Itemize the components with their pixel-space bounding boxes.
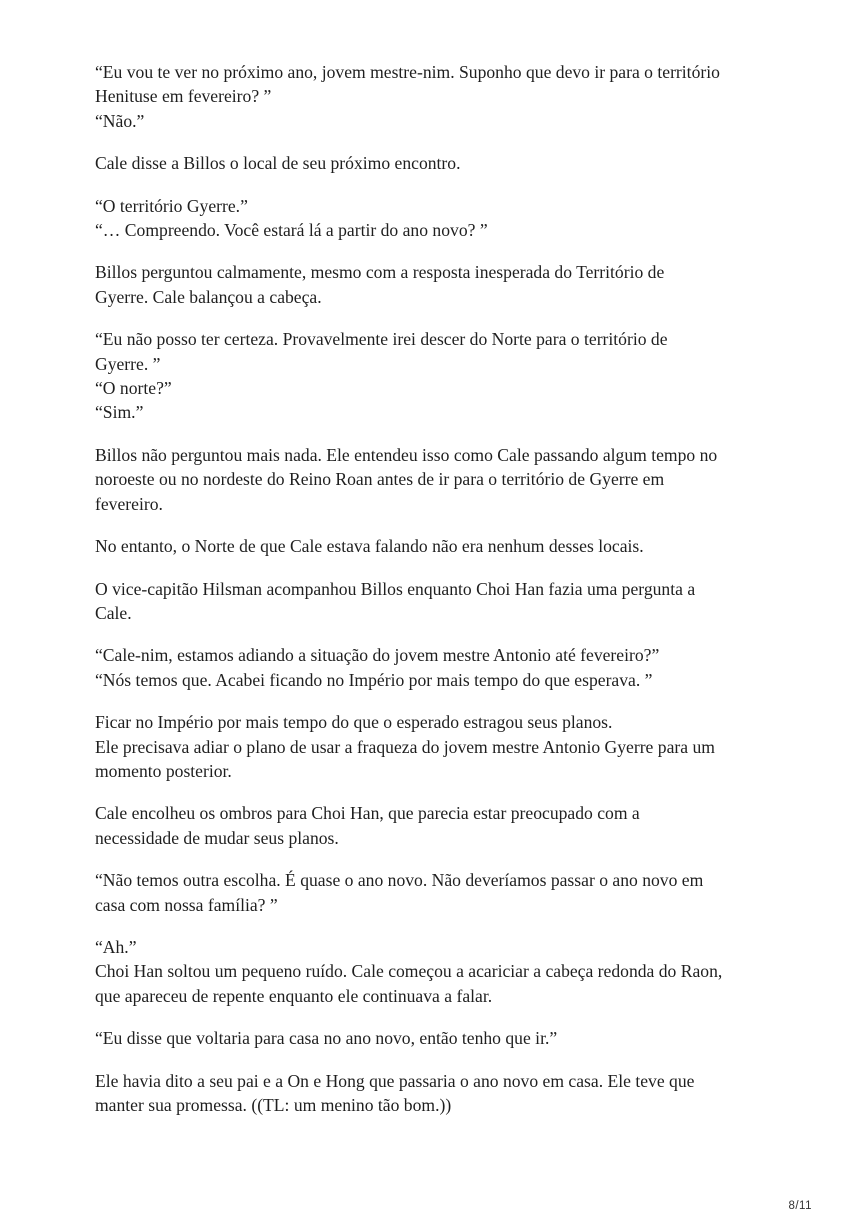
paragraph [95, 577, 795, 626]
paragraph [95, 443, 795, 516]
paragraph [95, 935, 795, 1008]
text-line: Gyerre. ” [95, 353, 161, 374]
text-line: Cale. [95, 602, 132, 623]
text-line: Ele havia dito a seu pai e a On e Hong que passaria o ano novo em casa. Ele teve que [95, 1070, 695, 1091]
text-line: Billos não perguntou mais nada. Ele entendeu isso como Cale passando algum tempo no [95, 444, 718, 465]
text-line: casa com nossa família? ” [95, 894, 278, 915]
text-line: Henituse em fevereiro? ” [95, 86, 272, 107]
text-line: “Nós temos que. Acabei ficando no Império por mais tempo do que esperava. ” [95, 669, 653, 690]
text-line: Gyerre. Cale balançou a cabeça. [95, 286, 322, 307]
text-line: necessidade de mudar seus planos. [95, 827, 339, 848]
text-line: “Eu não posso ter certeza. Provavelmente irei descer do Norte para o território de [95, 329, 668, 350]
paragraph [95, 643, 795, 692]
text-line: O vice-capitão Hilsman acompanhou Billos enquanto Choi Han fazia uma pergunta a [95, 578, 696, 599]
text-line: “Não temos outra escolha. É quase o ano novo. Não deveríamos passar o ano novo em [95, 870, 704, 891]
text-line: “Ah.” [95, 936, 137, 957]
text-line: “O norte?” [95, 378, 172, 399]
text-line: “Sim.” [95, 402, 144, 423]
text-line: Cale encolheu os ombros para Choi Han, que parecia estar preocupado com a [95, 803, 640, 824]
paragraph [95, 534, 795, 558]
document-body [95, 60, 795, 1135]
text-line: noroeste ou no nordeste do Reino Roan antes de ir para o território de Gyerre em [95, 469, 665, 490]
text-line: “Não.” [95, 110, 145, 131]
paragraph [95, 1069, 795, 1118]
text-line: manter sua promessa. ((TL: um menino tão bom.)) [95, 1095, 452, 1115]
text-line: Ele precisava adiar o plano de usar a fraqueza do jovem mestre Antonio Gyerre para um [95, 736, 715, 757]
paragraph [95, 194, 795, 243]
page-number: 8/11 [788, 1200, 812, 1212]
text-line: “Cale-nim, estamos adiando a situação do jovem mestre Antonio até fevereiro?” [95, 645, 660, 666]
text-line: “O território Gyerre.” [95, 195, 248, 216]
text-line: Billos perguntou calmamente, mesmo com a resposta inesperada do Território de [95, 262, 665, 283]
text-line: que apareceu de repente enquanto ele continuava a falar. [95, 985, 493, 1006]
text-line: Choi Han soltou um pequeno ruído. Cale começou a acariciar a cabeça redonda do Raon, [95, 961, 723, 982]
text-line: fevereiro. [95, 493, 163, 514]
text-line: “Eu vou te ver no próximo ano, jovem mestre-nim. Suponho que devo ir para o território [95, 62, 720, 82]
text-line: momento posterior. [95, 760, 232, 781]
paragraph [95, 801, 795, 850]
paragraph [95, 327, 795, 425]
paragraph [95, 1026, 795, 1050]
text-line: Ficar no Império por mais tempo do que o esperado estragou seus planos. [95, 712, 613, 733]
text-line: “Eu disse que voltaria para casa no ano novo, então tenho que ir.” [95, 1028, 558, 1049]
paragraph [95, 710, 795, 783]
paragraph [95, 151, 795, 175]
text-line: No entanto, o Norte de que Cale estava falando não era nenhum desses locais. [95, 536, 644, 557]
paragraph [95, 868, 795, 917]
paragraph [95, 60, 795, 133]
paragraph [95, 260, 795, 309]
text-line: “… Compreendo. Você estará lá a partir do ano novo? ” [95, 220, 488, 241]
text-line: Cale disse a Billos o local de seu próximo encontro. [95, 153, 461, 174]
